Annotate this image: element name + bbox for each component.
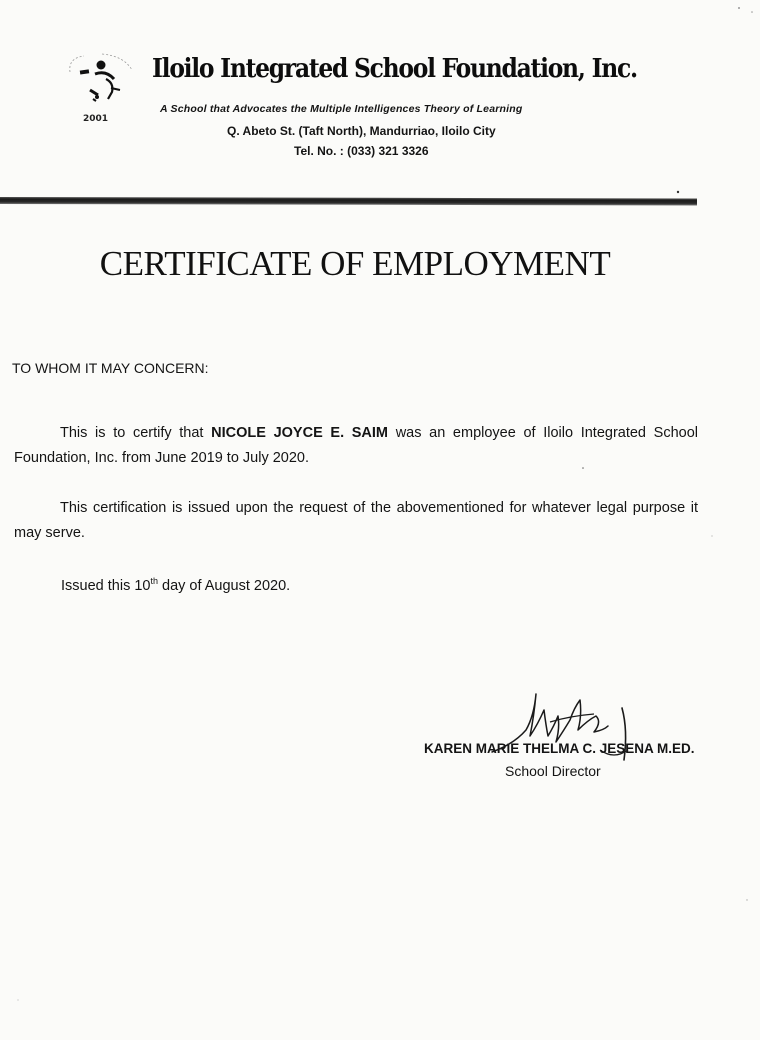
- issued-suffix: day of August 2020.: [158, 577, 291, 594]
- logo-year: 2001: [83, 114, 109, 124]
- school-logo-icon: [62, 52, 146, 126]
- organization-tagline: A School that Advocates the Multiple Intelligences Theory of Learning: [160, 103, 523, 115]
- salutation: TO WHOM IT MAY CONCERN:: [12, 360, 209, 376]
- paragraph-prefix: This is to certify that: [60, 425, 204, 441]
- issued-ordinal: th: [150, 576, 158, 586]
- purpose-paragraph: This certification is issued upon the request of the abovementioned for whatever legal purpose it may serve.: [14, 500, 698, 541]
- organization-telephone: Tel. No. : (033) 321 3326: [294, 144, 429, 158]
- letterhead-divider: [0, 197, 697, 205]
- certification-paragraph: [14, 421, 698, 471]
- organization-address: Q. Abeto St. (Taft North), Mandurriao, Iloilo City: [227, 124, 496, 138]
- organization-name: Iloilo Integrated School Foundation, Inc.: [152, 54, 637, 84]
- issue-date-line: [61, 576, 290, 594]
- signatory-name: KAREN MARIE THELMA C. JESENA M.ED.: [424, 741, 695, 756]
- handwritten-signature: [490, 686, 660, 766]
- paragraph-suffix: was an employee of Iloilo Integrated School Foundation, Inc. from June 2019 to July 2020.: [14, 425, 698, 466]
- employee-name: NICOLE JOYCE E. SAIM: [211, 425, 389, 441]
- document-title: CERTIFICATE OF EMPLOYMENT: [99, 244, 611, 283]
- signatory-position: School Director: [505, 763, 601, 779]
- issued-prefix: Issued this 10: [61, 577, 151, 594]
